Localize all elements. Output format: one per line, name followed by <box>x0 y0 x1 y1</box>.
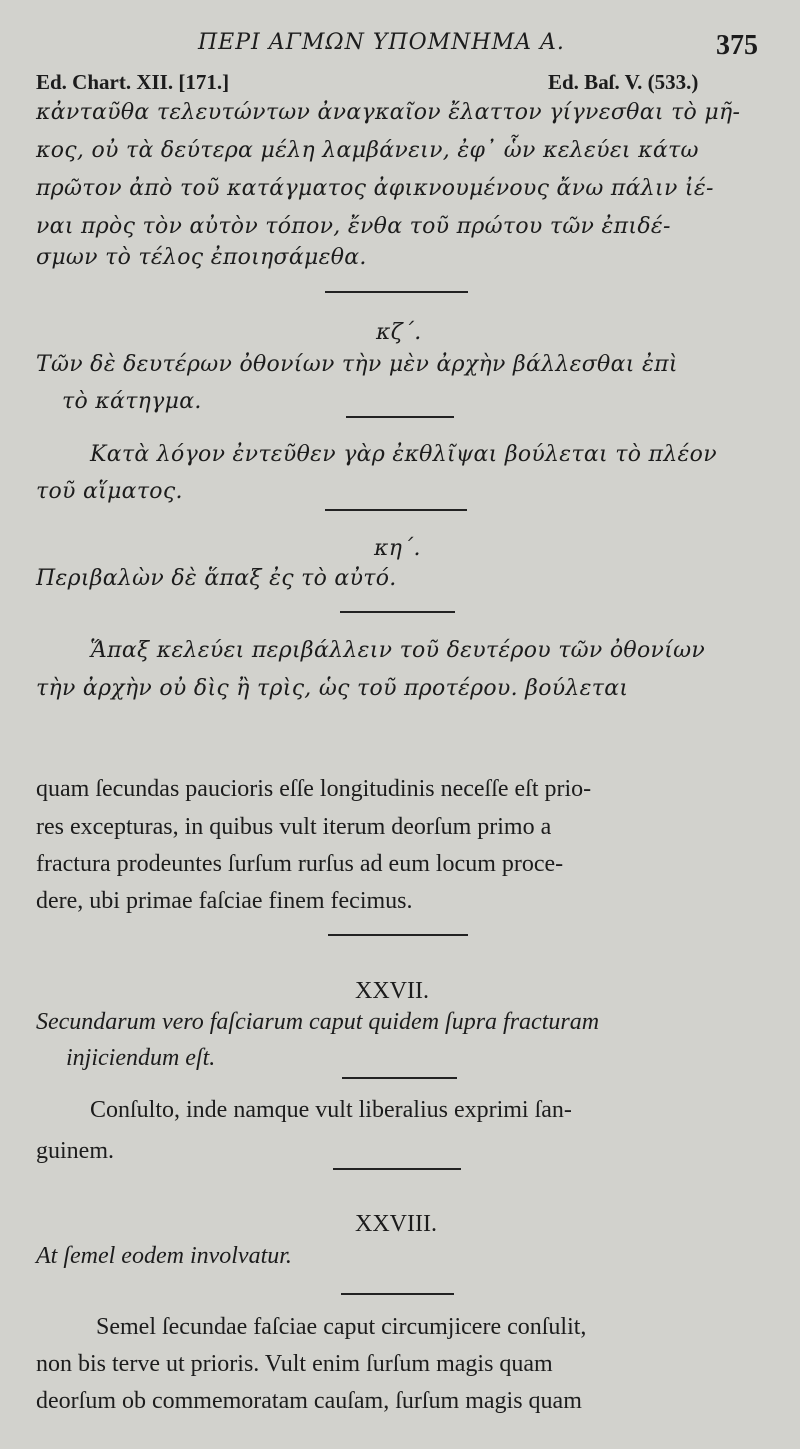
divider <box>341 1293 454 1295</box>
greek-lemma-line: τὸ κάτηγμα. <box>62 389 202 414</box>
greek-comment-line: τοῦ αἵματος. <box>36 479 183 504</box>
divider <box>346 416 454 418</box>
latin-lemma-line: injiciendum eſt. <box>66 1045 216 1071</box>
greek-line: ναι πρὸς τὸν αὐτὸν τόπον, ἔνθα τοῦ πρώτου τῶν ἐπιδέ- <box>36 214 671 239</box>
greek-line: κος, οὐ τὰ δεύτερα μέλη λαμβάνειν, ἐφ᾽ ὧν κελεύει κάτω <box>36 138 699 163</box>
latin-comment-line: Semel ſecundae faſciae caput circumjicere conſulit, <box>96 1314 587 1340</box>
greek-lemma-line: Τῶν δὲ δευτέρων ὀθονίων τὴν μὲν ἀρχὴν βάλλεσθαι ἐπὶ <box>36 352 678 377</box>
latin-comment-line: deorſum ob commemoratam cauſam, ſurſum magis quam <box>36 1388 582 1414</box>
latin-section-number: XXVII. <box>355 978 429 1004</box>
divider <box>325 291 468 293</box>
latin-comment-line: non bis terve ut prioris. Vult enim ſurſum magis quam <box>36 1351 553 1377</box>
greek-line: σμων τὸ τέλος ἐποιησάμεθα. <box>36 245 367 270</box>
latin-section-number: XXVIII. <box>355 1211 437 1237</box>
greek-lemma-line: Περιβαλὼν δὲ ἅπαξ ἐς τὸ αὐτό. <box>36 566 397 591</box>
latin-lemma-line: Secundarum vero faſciarum caput quidem ſupra fracturam <box>36 1009 600 1035</box>
greek-comment-line: Ἅπαξ κελεύει περιβάλλειν τοῦ δευτέρου τῶν ὀθονίων <box>90 638 706 663</box>
latin-line: fractura prodeuntes ſurſum rurſus ad eum locum proce- <box>36 851 564 877</box>
running-title: ΠΕΡΙ ΑΓΜΩΝ ΥΠΟΜΝΗΜΑ Α. <box>198 30 565 55</box>
latin-line: dere, ubi primae faſciae finem fecimus. <box>36 888 413 914</box>
latin-lemma-line: At ſemel eodem involvatur. <box>36 1243 292 1269</box>
divider <box>325 509 467 511</box>
greek-line: πρῶτον ἀπὸ τοῦ κατάγματος ἀφικνουμένους ἄνω πάλιν ἰέ- <box>36 176 714 201</box>
edition-right: Ed. Baſ. V. (533.) <box>548 70 699 94</box>
latin-comment-line: guinem. <box>36 1138 114 1164</box>
greek-line: κἀνταῦθα τελευτώντων ἀναγκαῖον ἔλαττον γίγνεσθαι τὸ μῆ- <box>36 100 741 125</box>
page-number: 375 <box>716 30 758 61</box>
divider <box>328 934 468 936</box>
divider <box>333 1168 461 1170</box>
greek-section-number: κη΄. <box>374 536 421 561</box>
greek-comment-line: Κατὰ λόγον ἐντεῦθεν γὰρ ἐκθλῖψαι βούλεται τὸ πλέον <box>90 442 717 467</box>
latin-line: res excepturas, in quibus vult iterum deorſum primo a <box>36 814 552 840</box>
greek-comment-line: τὴν ἀρχὴν οὐ δὶς ἢ τρὶς, ὡς τοῦ προτέρου. βούλεται <box>36 676 629 701</box>
greek-section-number: κζ΄. <box>376 320 422 345</box>
divider <box>342 1077 457 1079</box>
edition-left: Ed. Chart. XII. [171.] <box>36 70 230 94</box>
latin-comment-line: Conſulto, inde namque vult liberalius exprimi ſan- <box>90 1097 572 1123</box>
divider <box>340 611 455 613</box>
latin-line: quam ſecundas paucioris eſſe longitudinis neceſſe eſt prio- <box>36 776 592 802</box>
